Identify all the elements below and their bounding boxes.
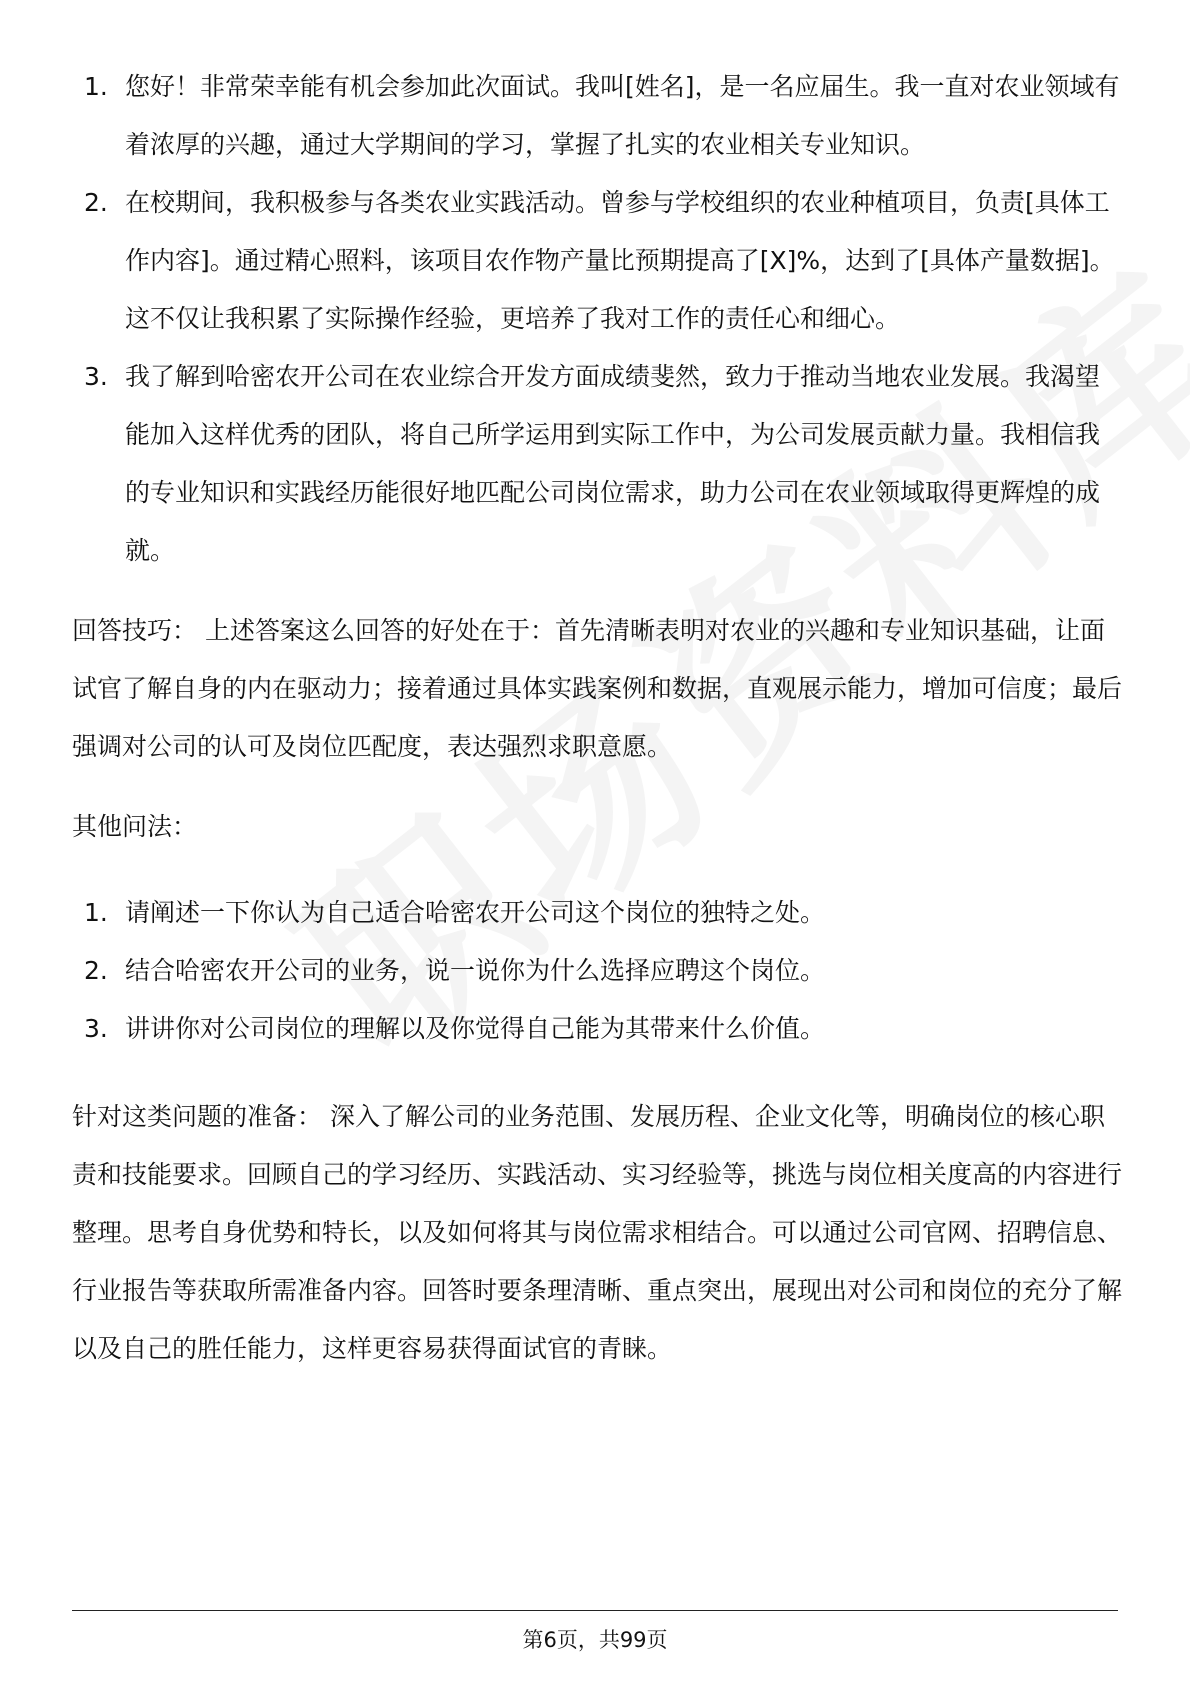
list-item-text: 结合哈密农开公司的业务，说一说你为什么选择应聘这个岗位。 [125, 956, 826, 985]
list-item-text: 我了解到哈密农开公司在农业综合开发方面成绩斐然，致力于推动当地农业发展。我渴望能加入这样优秀的团队，将自己所学运用到实际工作中，为公司发展贡献力量。我相信我的专业知识和实践经历能很好地匹配公司岗位需求，助力公司在农业领域取得更辉煌的成就。 [125, 362, 1101, 565]
list-item [72, 942, 1122, 1000]
list-item [72, 884, 1122, 942]
list-number: 1. [84, 898, 108, 927]
list-number: 3. [84, 362, 108, 391]
list-item [72, 1000, 1122, 1058]
page-number: 第6页，共99页 [522, 1628, 668, 1652]
other-questions-heading: 其他问法： [72, 812, 198, 841]
list-number: 1. [84, 72, 108, 101]
list-item [72, 174, 1122, 348]
list-item-text: 请阐述一下你认为自己适合哈密农开公司这个岗位的独特之处。 [125, 898, 826, 927]
list-item [72, 348, 1122, 580]
list-number: 3. [84, 1014, 108, 1043]
list-item-text: 在校期间，我积极参与各类农业实践活动。曾参与学校组织的农业种植项目，负责[具体工作内容]。通过精心照料，该项目农作物产量比预期提高了[X]%，达到了[具体产量数据]。这不仅让我积累了实际操作经验，更培养了我对工作的责任心和细心。 [125, 188, 1115, 333]
list-item [72, 58, 1122, 174]
list-number: 2. [84, 956, 108, 985]
list-item-text: 您好！非常荣幸能有机会参加此次面试。我叫[姓名]，是一名应届生。我一直对农业领域有着浓厚的兴趣，通过大学期间的学习，掌握了扎实的农业相关专业知识。 [125, 72, 1120, 159]
answer-tips: 回答技巧： 上述答案这么回答的好处在于：首先清晰表明对农业的兴趣和专业知识基础，让面试官了解自身的内在驱动力；接着通过具体实践案例和数据，直观展示能力，增加可信度；最后强调对公司的认可及岗位匹配度，表达强烈求职意愿。 [72, 616, 1123, 761]
list-number: 2. [84, 188, 108, 217]
page-content [72, 58, 1122, 1378]
preparation-advice: 针对这类问题的准备： 深入了解公司的业务范围、发展历程、企业文化等，明确岗位的核心职责和技能要求。回顾自己的学习经历、实践活动、实习经验等，挑选与岗位相关度高的内容进行整理。思考自身优势和特长，以及如何将其与岗位需求相结合。可以通过公司官网、招聘信息、行业报告等获取所需准备内容。回答时要条理清晰、重点突出，展现出对公司和岗位的充分了解以及自己的胜任能力，这样更容易获得面试官的青睐。 [72, 1102, 1123, 1363]
list-item-text: 讲讲你对公司岗位的理解以及你觉得自己能为其带来什么价值。 [125, 1014, 826, 1043]
answer-list [72, 58, 1122, 580]
footer-divider [72, 1610, 1118, 1611]
other-questions-list [72, 884, 1122, 1058]
